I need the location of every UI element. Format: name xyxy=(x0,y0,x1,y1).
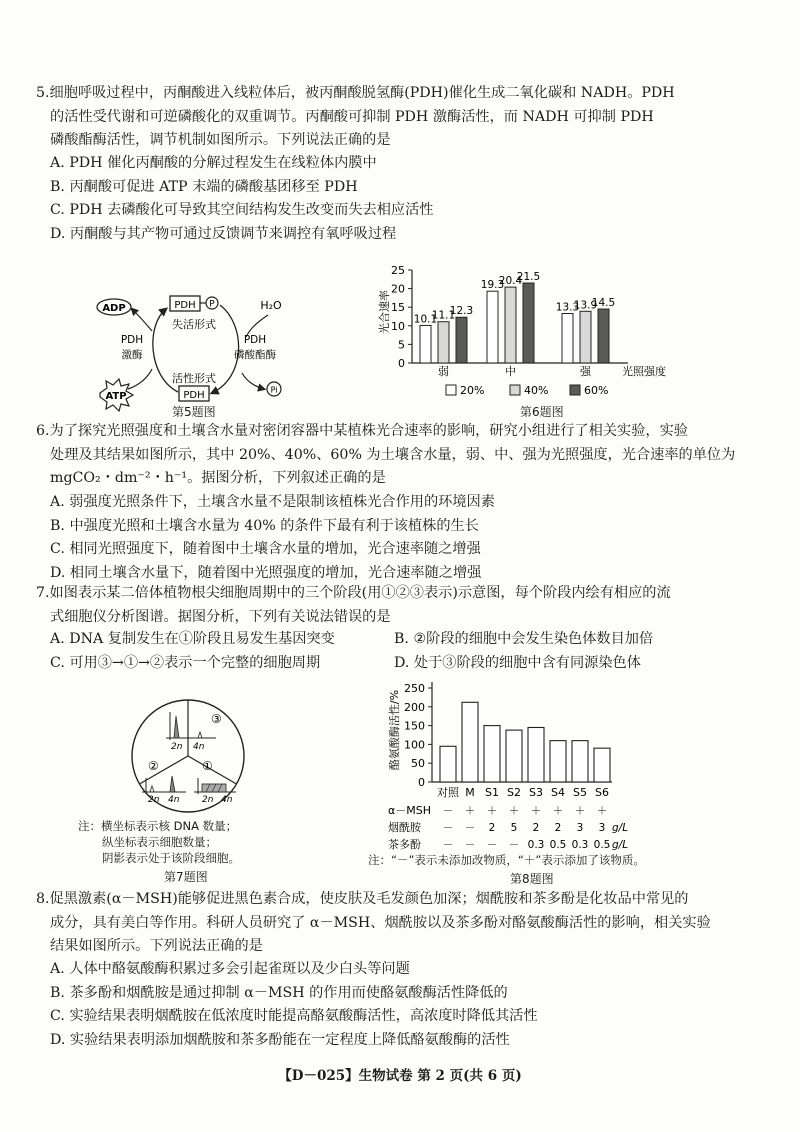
fig8-table-cell: ＋ xyxy=(530,805,542,817)
fig6-bar-label: 11.1 xyxy=(431,309,456,322)
q7-line-1: 7.如图表示某二倍体植物根尖细胞周期中的三个阶段(用①②③表示)示意图，每个阶段内绘有相应的流 xyxy=(36,585,671,601)
fig8-bar xyxy=(484,726,500,782)
fig6-bar xyxy=(487,291,498,363)
q8-option-c[interactable]: C. 实验结果表明烟酰胺在低浓度时能提高酪氨酸酶活性，高浓度时降低其活性 xyxy=(50,1008,538,1024)
h2o-label: H₂O xyxy=(260,299,282,312)
fig8-bar xyxy=(572,741,588,782)
active-form-label: 活性形式 xyxy=(172,372,216,385)
fig6-ytick-label: 15 xyxy=(391,301,405,315)
q6-line-3: mgCO₂・dm⁻²・h⁻¹。据图分析，下列叙述正确的是 xyxy=(50,470,386,486)
fig6-legend-label: 20% xyxy=(460,384,485,397)
q7-line-2: 式细胞仪分析图谱。据图分析，下列有关说法错误的是 xyxy=(50,608,391,625)
fig8-category-label: S6 xyxy=(595,786,609,799)
q6-option-c[interactable]: C. 相同光照强度下，随着图中土壤含水量的增加，光合速率随之增强 xyxy=(50,541,481,557)
fig5-caption: 第5题图 xyxy=(172,405,216,419)
fig8-category-label: S5 xyxy=(573,786,587,799)
fig6-ytick-label: 25 xyxy=(391,264,405,277)
fig8-table-cell: 3 xyxy=(576,822,584,834)
fig8-category-label: M xyxy=(465,786,475,799)
q7-options-left xyxy=(50,628,335,675)
fig8-category-label: 对照 xyxy=(437,786,459,799)
q8-line-1: 8.促黑激素(α－MSH)能够促进黑色素合成，使皮肤及毛发颜色加深；烟酰胺和茶多酚是化妆品中常见的 xyxy=(36,891,689,907)
fig6-bar xyxy=(456,317,467,363)
fig6-bar xyxy=(562,314,573,363)
q5-stem xyxy=(36,82,776,153)
q6-option-a[interactable]: A. 弱强度光照条件下，土壤含水量不是限制该植株光合作用的环境因素 xyxy=(50,494,495,510)
pdh-p-label: PDH xyxy=(174,300,196,311)
q7-option-d[interactable]: D. 处于③阶段的细胞中含有同源染色体 xyxy=(394,654,641,671)
fig7-note xyxy=(78,818,240,866)
fig6-bar-label: 21.5 xyxy=(516,271,541,284)
q7-stem xyxy=(36,582,776,629)
pi-arrow xyxy=(242,373,264,389)
fig6-legend-label: 40% xyxy=(524,384,549,397)
fig8-bar xyxy=(528,727,544,782)
fig8-ytick-label: 250 xyxy=(404,682,425,695)
s3-2n: 2n xyxy=(171,742,183,752)
fig6-bar xyxy=(523,283,534,363)
fig8-table-unit: g/L xyxy=(612,839,629,851)
phosphate-label: P xyxy=(209,299,215,310)
q6-option-d[interactable]: D. 相同土壤含水量下，随着图中光照强度的增加，光合速率随之增强 xyxy=(50,564,482,581)
fig8-table-row-label: 烟酰胺 xyxy=(388,821,421,834)
fig8-bar xyxy=(594,748,610,782)
stage-3-label: ③ xyxy=(211,712,222,726)
fig8-table-row-label: α－MSH xyxy=(388,804,431,817)
q8-option-a[interactable]: A. 人体中酪氨酸酶积累过多会引起雀斑以及少白头等问题 xyxy=(50,961,410,977)
fig8-table-cell: 2 xyxy=(532,822,540,834)
phosphatase-label-2: 磷酸酯酶 xyxy=(234,349,276,361)
fig6-legend-swatch xyxy=(570,385,580,395)
q5-options xyxy=(50,152,434,246)
s2-4n: 4n xyxy=(168,795,180,805)
fig8-ytick-label: 150 xyxy=(404,719,425,733)
q8-line-2: 成分，具有美白等作用。科研人员研究了 α－MSH、烟酰胺以及茶多酚对酪氨酸酶活性的影响，相关实验 xyxy=(50,914,711,931)
fig8-table-cell: － xyxy=(442,822,454,834)
fig6-bar-label: 13.3 xyxy=(555,301,580,314)
fig6-legend-swatch xyxy=(510,385,520,395)
fig6-bar-label: 13.9 xyxy=(573,299,598,312)
stage-1-label: ① xyxy=(202,759,213,773)
q6-line-1: 6.为了探究光照强度和土壤含水量对密闭容器中某植株光合速率的影响，研究小组进行了相关实验，实验 xyxy=(36,423,688,439)
adp-arrow xyxy=(132,309,152,331)
q5-option-b[interactable]: B. 丙酮酸可促进 ATP 末端的磷酸基团移至 PDH xyxy=(50,178,358,195)
fig8-table-cell: ＋ xyxy=(552,805,564,817)
divider-left xyxy=(140,756,189,784)
fig6-bar-label: 20.4 xyxy=(498,275,523,288)
s3-peak xyxy=(198,732,202,738)
fig6-bar-label: 12.3 xyxy=(449,305,474,318)
fig8-table-cell: 0.5 xyxy=(549,839,567,851)
fig7-caption: 第7题图 xyxy=(164,870,208,884)
q8-options xyxy=(50,958,538,1052)
fig6-bar xyxy=(598,309,609,363)
fig8-table-cell: ＋ xyxy=(464,805,476,817)
fig8-note: 注：“－”表示未添加改物质，“＋”表示添加了该物质。 xyxy=(368,853,645,867)
fig8-table-cell: 0.3 xyxy=(571,839,589,851)
fig6-bar-label: 10.1 xyxy=(413,313,438,326)
s3-4n: 4n xyxy=(193,742,205,752)
fig7-cell-cycle-diagram xyxy=(118,698,258,818)
fig6-bar xyxy=(438,322,449,363)
q5-option-c[interactable]: C. PDH 去磷酸化可导致其空间结构发生改变而失去相应活性 xyxy=(50,202,434,218)
q6-option-b[interactable]: B. 中强度光照和土壤含水量为 40% 的条件下最有利于该植株的生长 xyxy=(50,517,479,534)
s2-peak xyxy=(150,786,154,792)
fig8-table-cell: － xyxy=(464,822,476,834)
fig8-ytick-label: 100 xyxy=(404,738,425,752)
fig6-legend-label: 60% xyxy=(584,384,609,397)
fig8-table-cell: － xyxy=(442,805,454,817)
fig6-ytick-label: 10 xyxy=(391,319,405,333)
fig6-xlabel: 光照强度 xyxy=(622,365,666,378)
fig6-ytick-label: 5 xyxy=(398,338,405,352)
stage-2-label: ② xyxy=(148,759,159,773)
q5-line-3: 磷酸酯酶活性，调节机制如图所示。下列说法正确的是 xyxy=(50,132,391,148)
fig6-bar xyxy=(505,287,516,363)
fig6-category-label: 弱 xyxy=(438,365,449,378)
fig8-table-cell: 2 xyxy=(554,822,562,834)
adp-label: ADP xyxy=(102,303,126,314)
fig6-bar-label: 14.5 xyxy=(591,297,616,310)
fig8-table-cell: － xyxy=(508,839,520,851)
fig6-caption: 第6题图 xyxy=(520,405,564,419)
fig7-note-1: 注：横坐标表示核 DNA 数量； xyxy=(78,819,238,833)
fig8-table-cell: ＋ xyxy=(596,805,608,817)
fig8-table-unit: g/L xyxy=(612,822,629,834)
s2-2n: 2n xyxy=(148,795,160,805)
fig6-bar xyxy=(580,311,591,363)
s2-peak-shaded xyxy=(170,776,175,792)
q5-line-1: 5.细胞呼吸过程中，丙酮酸进入线粒体后，被丙酮酸脱氢酶(PDH)催化生成二氧化碳和 NADH。PDH xyxy=(36,85,675,101)
s1-2n: 2n xyxy=(202,795,214,805)
q8-option-b[interactable]: B. 茶多酚和烟酰胺是通过抑制 α－MSH 的作用而使酪氨酸酶活性降低的 xyxy=(50,984,508,1001)
fig8-table-cell: 0.5 xyxy=(593,839,611,851)
q5-line-2: 的活性受代谢和可逆磷酸化的双重调节。丙酮酸可抑制 PDH 激酶活性，而 NADH 可抑制 PDH xyxy=(50,108,654,125)
q6-stem xyxy=(36,420,776,491)
q5-option-a[interactable]: A. PDH 催化丙酮酸的分解过程发生在线粒体内膜中 xyxy=(50,155,377,171)
fig8-table-cell: 0.3 xyxy=(527,839,545,851)
fig8-ytick-label: 50 xyxy=(411,757,425,771)
fig6-legend-swatch xyxy=(446,385,456,395)
fig6-bar xyxy=(420,325,431,363)
page-footer: 【D－025】生物试卷 第 2 页(共 6 页) xyxy=(278,1068,522,1084)
inactive-form-label: 失活形式 xyxy=(172,318,216,331)
q7-option-a[interactable]: A. DNA 复制发生在①阶段且易发生基因突变 xyxy=(50,631,335,647)
q8-stem xyxy=(36,888,776,959)
q8-line-3: 结果如图所示。下列说法正确的是 xyxy=(50,938,263,954)
fig8-category-label: S1 xyxy=(485,786,499,799)
kinase-label-2: 激酶 xyxy=(121,349,143,361)
q6-line-2: 处理及其结果如图所示，其中 20%、40%、60% 为土壤含水量，弱、中、强为光照强度，光合速率的单位为 xyxy=(50,446,736,463)
fig8-table-cell: ＋ xyxy=(486,805,498,817)
fig6-ylabel: 光合速率 xyxy=(378,290,391,334)
fig8-table-cell: － xyxy=(464,839,476,851)
q7-option-b[interactable]: B. ②阶段的细胞中会发生染色体数目加倍 xyxy=(394,631,654,647)
kinase-label-1: PDH xyxy=(120,334,144,346)
fig6-category-label: 中 xyxy=(505,365,516,378)
fig8-ytick-label: 0 xyxy=(418,776,425,789)
fig6-ytick-label: 0 xyxy=(398,357,405,370)
pdh-active-label: PDH xyxy=(183,390,205,401)
fig5-diagram xyxy=(90,285,320,420)
q5-option-d[interactable]: D. 丙酮酸与其产物可通过反馈调节来调控有氧呼吸过程 xyxy=(50,225,397,242)
fig8-bar xyxy=(440,746,456,782)
atp-arrow xyxy=(128,369,152,389)
fig7-note-2: 纵坐标表示细胞数量； xyxy=(102,835,217,849)
fig8-ytick-label: 200 xyxy=(404,700,425,714)
q6-options xyxy=(50,491,495,585)
fig8-bar xyxy=(506,730,522,782)
pi-label: Pi xyxy=(270,385,278,395)
fig8-table-cell: － xyxy=(442,839,454,851)
fig8-table-row-label: 茶多酚 xyxy=(388,838,421,851)
fig8-ylabel: 酪氨酸酶活性/% xyxy=(388,689,401,771)
fig8-table-cell: ＋ xyxy=(574,805,586,817)
fig8-table-cell: 5 xyxy=(510,822,518,834)
fig6-ytick-label: 20 xyxy=(391,282,405,296)
fig8-category-label: S2 xyxy=(507,786,521,799)
q8-option-d[interactable]: D. 实验结果表明添加烟酰胺和茶多酚能在一定程度上降低酪氨酸酶的活性 xyxy=(50,1031,510,1048)
q7-option-c[interactable]: C. 可用③→①→②表示一个完整的细胞周期 xyxy=(50,654,321,671)
fig8-bar xyxy=(550,741,566,782)
fig8-table-cell: 2 xyxy=(488,822,496,834)
fig8-table-cell: － xyxy=(486,839,498,851)
s1-4n: 4n xyxy=(221,795,233,805)
phosphatase-label-1: PDH xyxy=(243,334,267,346)
fig6-bar-label: 19.3 xyxy=(480,279,505,292)
atp-label: ATP xyxy=(105,391,127,402)
fig8-bar xyxy=(462,702,478,782)
fig8-category-label: S3 xyxy=(529,786,543,799)
fig8-table-cell: 3 xyxy=(598,822,606,834)
fig7-note-3: 阴影表示处于该阶段细胞。 xyxy=(102,851,240,865)
fig8-caption: 第8题图 xyxy=(510,872,554,886)
fig8-category-label: S4 xyxy=(551,786,565,799)
fig8-table-cell: ＋ xyxy=(508,805,520,817)
fig6-category-label: 强 xyxy=(580,365,591,378)
s3-peak-shaded xyxy=(174,716,179,738)
